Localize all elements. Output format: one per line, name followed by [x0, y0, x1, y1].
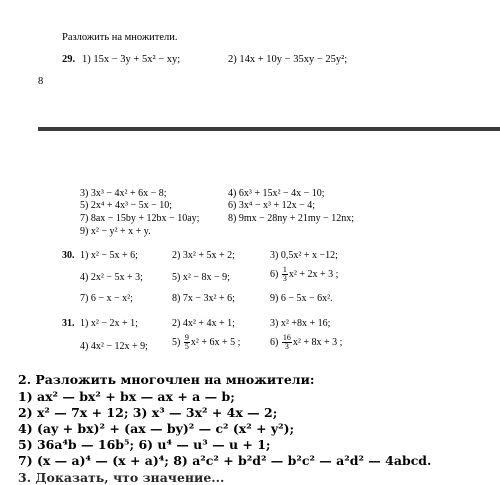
problem-31-item-5: 5) $\frac{9}{5}$ x² + 6x + 5 ; — [172, 333, 241, 351]
problem-29-item-6: 6) 3x⁴ − x³ + 12x − 4; — [228, 200, 316, 211]
section-3-line-6: 3. Доказать, что значение... — [18, 470, 225, 485]
problem-29-item-7: 7) 8ax − 15by + 12bx − 10ay; — [80, 213, 200, 224]
problem-30-item-8: 8) 7x − 3x² + 6; — [172, 293, 235, 304]
problem-29-item-5: 5) 2x⁴ + 4x³ − 5x − 10; — [80, 200, 173, 211]
problem-29-item-8: 8) 9mx − 28ny + 21my − 12nx; — [228, 213, 355, 224]
section-3-line-5: 7) (x — a)⁴ — (x + a)⁴; 8) a²c² + b²d² — b²c² — a²d² — 4abcd. — [18, 453, 432, 468]
problem-30-number: 30. — [62, 250, 75, 261]
problem-31-item-6: 6) $\frac{16}{3}$ x² + 8x + 3 ; — [270, 333, 343, 351]
problem-29-number: 29. — [62, 54, 76, 65]
section-3-line-2: 2) x² — 7x + 12; 3) x³ — 3x² + 4x — 2; — [18, 405, 278, 420]
problem-30-item-3: 3) 0,5x² + x −12; — [270, 250, 338, 261]
section-3-heading: 2. Разложить многочлен на множители: — [18, 372, 315, 387]
section-3-line-3: 4) (ay + bx)² + (ax — by)² — c² (x² + y²); — [18, 421, 295, 436]
problem-30-item-9: 9) 6 − 5x − 6x². — [270, 293, 333, 304]
problem-30-item-5: 5) x² − 8x − 9; — [172, 272, 230, 283]
problem-31-item-1: 1) x² − 2x + 1; — [80, 318, 138, 329]
problem-30-item-6: 6) $\frac{1}{3}$ x² + 2x + 3 ; — [270, 265, 339, 283]
instruction: Разложить на множители. — [62, 32, 178, 43]
problem-29-item-4: 4) 6x³ + 15x² − 4x − 10; — [228, 188, 325, 199]
problem-30-item-2: 2) 3x² + 5x + 2; — [172, 250, 235, 261]
problem-31-number: 31. — [62, 318, 75, 329]
problem-29-item-2: 2) 14x + 10y − 35xy − 25y²; — [228, 54, 348, 65]
problem-29-item-3: 3) 3x³ − 4x² + 6x − 8; — [80, 188, 167, 199]
section-3-line-1: 1) ax² — bx² + bx — ax + a — b; — [18, 389, 235, 404]
problem-31-item-2: 2) 4x² + 4x + 1; — [172, 318, 235, 329]
page-marker: 8 — [38, 76, 44, 87]
problem-31-item-4: 4) 4x² − 12x + 9; — [80, 341, 148, 352]
problem-30-item-4: 4) 2x² − 5x + 3; — [80, 272, 143, 283]
problem-30-item-1: 1) x² − 5x + 6; — [80, 250, 138, 261]
problem-29-item-1: 1) 15x − 3y + 5x² − xy; — [82, 54, 181, 65]
section-3-line-4: 5) 36a⁴b — 16b⁵; 6) u⁴ — u³ — u + 1; — [18, 437, 271, 452]
fraction: $\frac{16}{3}$ — [282, 333, 291, 351]
problem-29-item-9: 9) x² − y² + x + y. — [80, 226, 151, 237]
divider-bar — [38, 127, 500, 131]
problem-30-item-7: 7) 6 − x − x²; — [80, 293, 133, 304]
fraction: $\frac{1}{3}$ — [282, 265, 287, 283]
fraction: $\frac{9}{5}$ — [184, 333, 189, 351]
problem-31-item-3: 3) x² +8x + 16; — [270, 318, 331, 329]
